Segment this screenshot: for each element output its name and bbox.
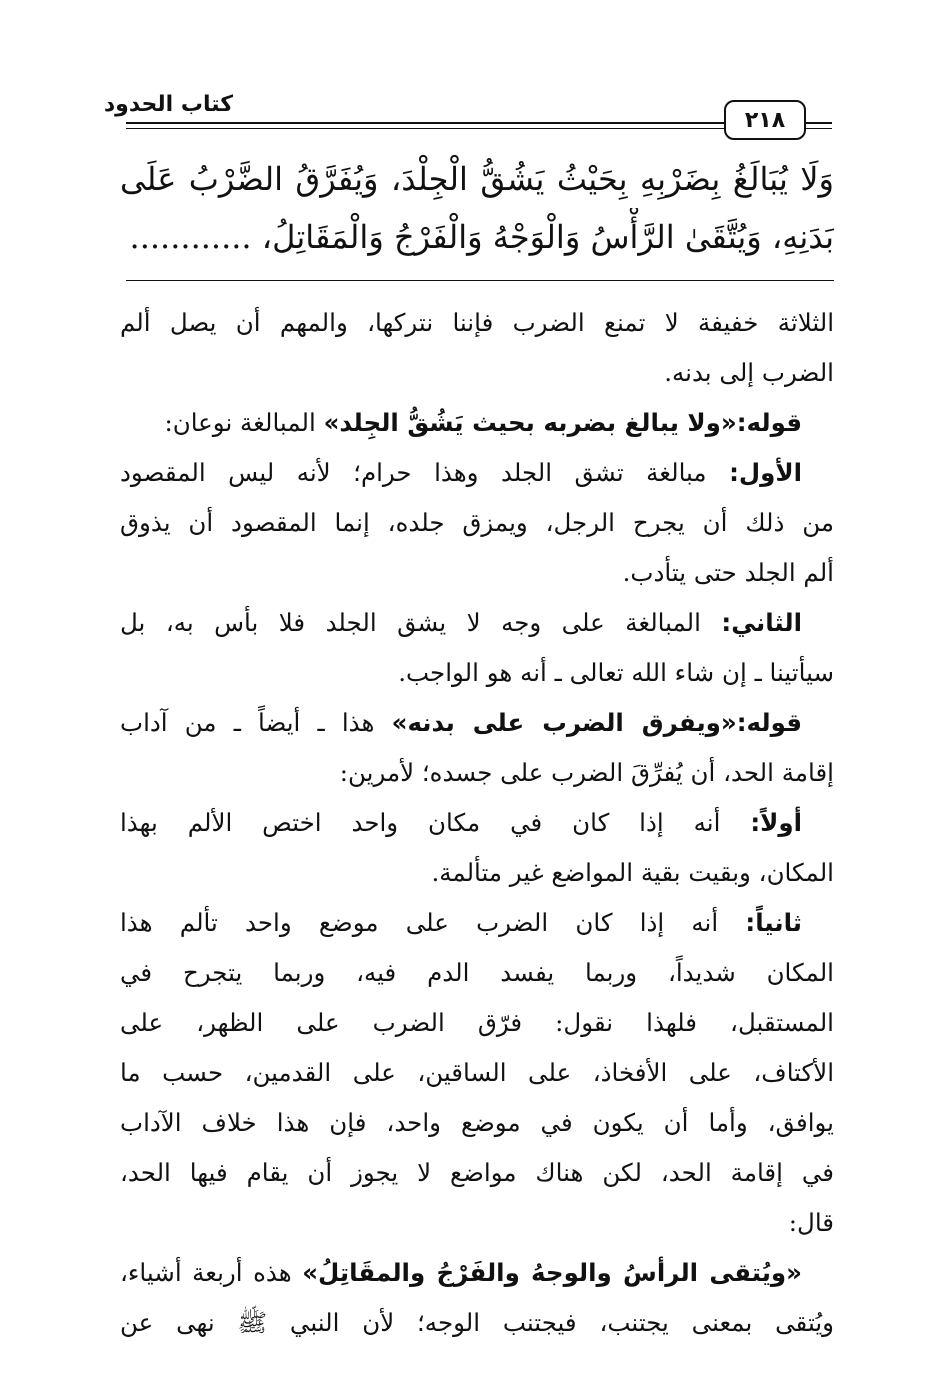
point-label: ثانياً: — [745, 908, 802, 937]
text-span: المبالغة نوعان: — [164, 408, 324, 437]
header-rule — [126, 128, 724, 129]
text-line: الثلاثة خفيفة لا تمنع الضرب فإننا نتركها، والمهم أن يصل ألم — [120, 308, 834, 337]
header-rule — [806, 128, 832, 129]
text-line — [120, 598, 834, 648]
matn-line: بَدَنِهِ، وَيُتَّقَىٰ الرَّأْسُ وَالْوَجْهُ وَالْفَرْجُ وَالْمَقَاتِلُ، ............ — [129, 218, 834, 256]
matn-quote: «ولا يبالغ بضربه بحيث يَشُقُّ الجِلد» — [323, 408, 737, 437]
matn-quote: «ويُتقى الرأسُ والوجهُ والفَرْجُ والمقَاتِلُ» — [302, 1258, 802, 1287]
text-line: يوافق، وأما أن يكون في موضع واحد، فإن هذا خلاف الآداب — [120, 1108, 834, 1137]
page-number-box — [724, 100, 806, 140]
text-span: هذا ـ أيضاً ـ من آداب — [120, 708, 392, 737]
text-line — [120, 798, 834, 848]
text-span: هذه أربعة أشياء، — [120, 1258, 303, 1287]
header-rule — [126, 122, 724, 124]
text-line: من ذلك أن يجرح الرجل، ويمزق جلده، إنما المقصود أن يذوق — [120, 508, 834, 537]
text-line: ألم الجلد حتى يتأدب. — [622, 558, 834, 587]
commentary-text — [120, 298, 834, 1348]
text-line — [120, 898, 834, 948]
matn-line: وَلَا يُبَالَغُ بِضَرْبِهِ بِحَيْثُ يَشُقُّ الْجِلْدَ، وَيُفَرَّقُ الضَّرْبُ عَلَى — [120, 160, 834, 198]
text-line — [120, 398, 834, 448]
text-span: مبالغة تشق الجلد وهذا حرام؛ لأنه ليس المقصود — [120, 458, 730, 487]
running-header-title: كتاب الحدود — [103, 92, 233, 117]
text-line: قال: — [788, 1208, 834, 1237]
quote-label: قوله: — [736, 708, 802, 737]
matn-quote: «ويفرق الضرب على بدنه» — [391, 708, 737, 737]
text-line: ويُتقى بمعنى يجتنب، فيجتنب الوجه؛ لأن النبي ﷺ نهى عن — [120, 1308, 834, 1337]
text-line: الأكتاف، على الأفخاذ، على الساقين، على القدمين، حسب ما — [120, 1058, 834, 1087]
matn-separator-rule — [126, 280, 834, 281]
text-line: المستقبل، فلهذا نقول: فرّق الضرب على الظهر، على — [120, 1008, 834, 1037]
header-rule — [806, 122, 832, 124]
text-line — [120, 448, 834, 498]
matn-text — [120, 150, 834, 266]
text-line: إقامة الحد، أن يُفرِّقَ الضرب على جسده؛ لأمرين: — [339, 758, 834, 787]
text-line — [120, 1248, 834, 1298]
text-span: أنه إذا كان الضرب على موضع واحد تألم هذا — [120, 908, 746, 937]
text-line: المكان، وبقيت بقية المواضع غير متألمة. — [431, 858, 834, 887]
point-label: الثاني: — [721, 608, 802, 637]
text-line: الضرب إلى بدنه. — [664, 358, 834, 387]
text-span: المبالغة على وجه لا يشق الجلد فلا بأس به، بل — [120, 608, 722, 637]
text-line — [120, 698, 834, 748]
page-number: ٢١٨ — [744, 107, 786, 133]
point-label: الأول: — [729, 458, 802, 487]
text-line: في إقامة الحد، لكن هناك مواضع لا يجوز أن يقام فيها الحد، — [120, 1158, 834, 1187]
text-line: سيأتينا ـ إن شاء الله تعالى ـ أنه هو الواجب. — [398, 658, 834, 687]
point-label: أولاً: — [750, 808, 802, 837]
text-span: أنه إذا كان في مكان واحد اختص الألم بهذا — [120, 808, 751, 837]
quote-label: قوله: — [736, 408, 802, 437]
text-line: المكان شديداً، وربما يفسد الدم فيه، وربما يتجرح في — [120, 958, 834, 987]
